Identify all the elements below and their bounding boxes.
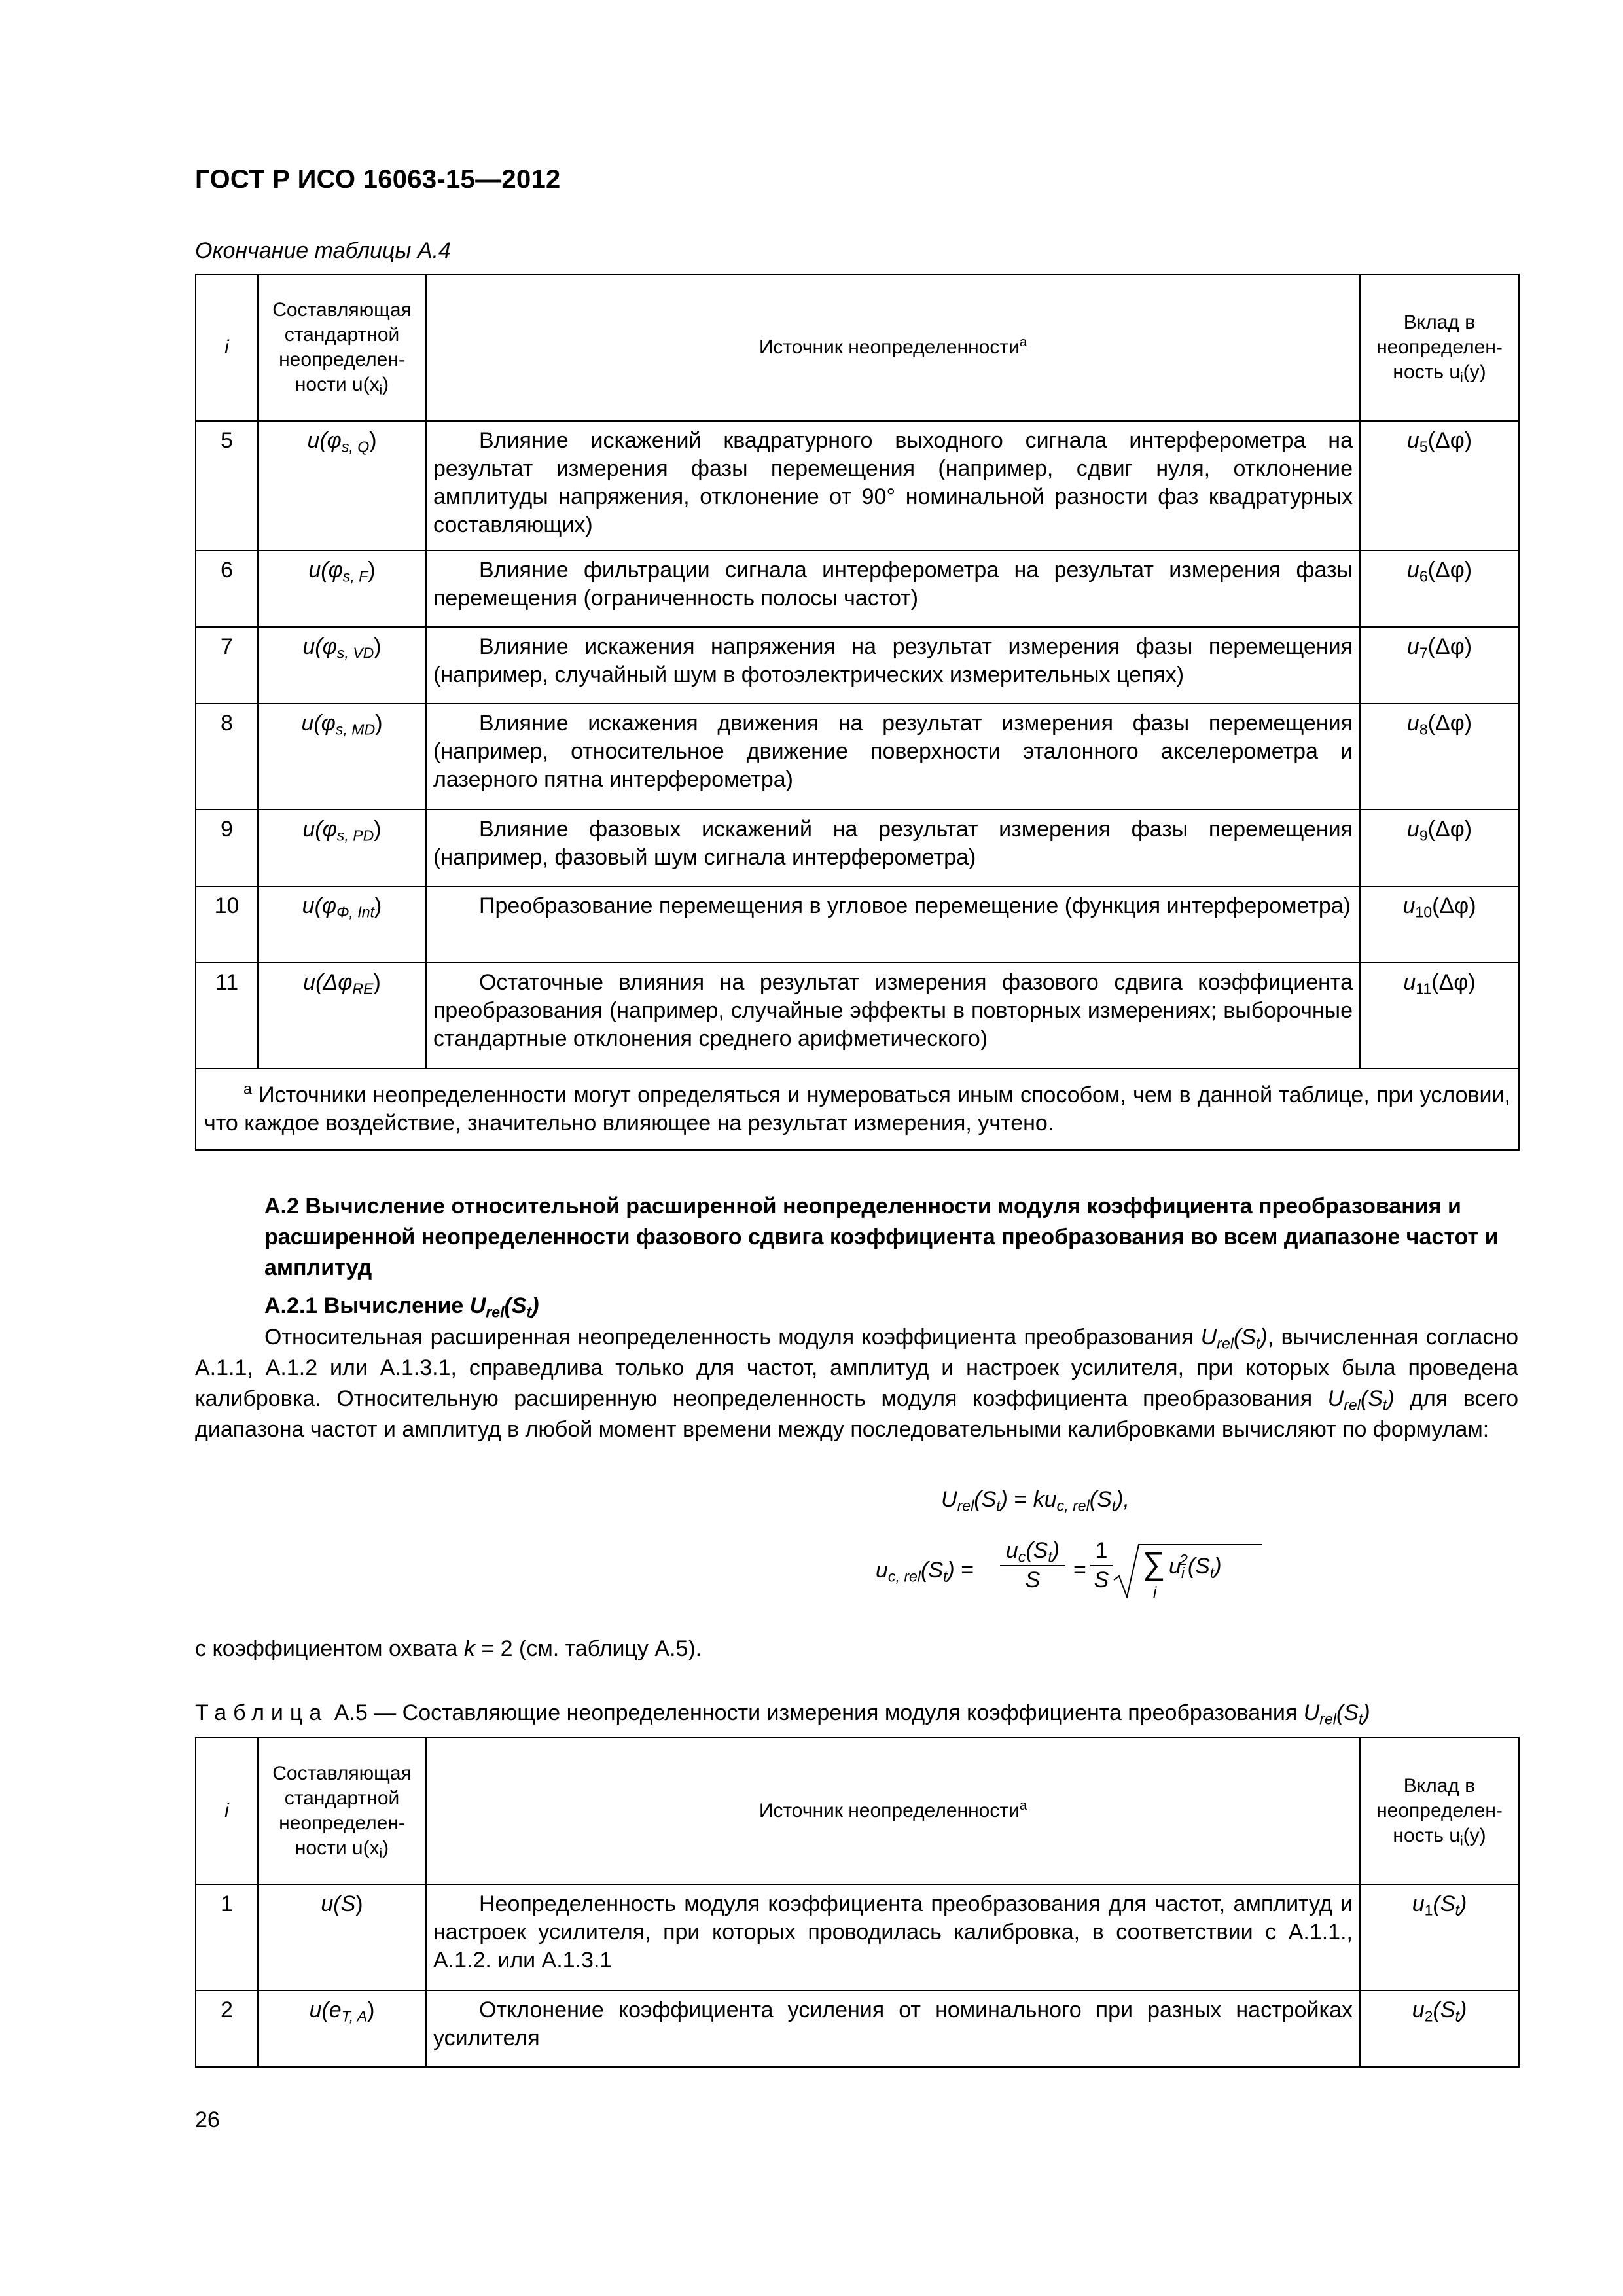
cell-index: 8 bbox=[196, 704, 258, 810]
cell-component: $u(\varphi_{s, MD})$ bbox=[258, 704, 426, 810]
table-a4-continuation-caption: Окончание таблицы А.4 bbox=[195, 238, 451, 263]
cell-index: 11 bbox=[196, 963, 258, 1069]
cell-source: Влияние искажения напряжения на результат измерения фазы перемещения (например, случайный шум в фотоэлектрических измерительных цепях) bbox=[426, 627, 1360, 704]
cell-index: 5 bbox=[196, 421, 258, 550]
table-a4-footnote-row bbox=[196, 1069, 1519, 1150]
col-header-component: Составляющая стандартной неопределен- ности $u(x_i)$ bbox=[258, 1738, 426, 1884]
col-header-contribution: Вклад в неопределен- ность $u_i(y)$ bbox=[1360, 274, 1519, 421]
table-a5 bbox=[195, 1737, 1520, 2068]
cell-contribution: $u_{10}(\Delta\varphi)$ bbox=[1360, 886, 1519, 963]
table-a4-footnote: $^a$ Источники неопределенности могут определяться и нумероваться иным способом, чем в данной таблице, при условии, что каждое воздействие, значительно влияющее на результат измерения, учтено. bbox=[196, 1069, 1519, 1150]
table-a5-caption: Таблица А.5 — Составляющие неопределенности измерения модуля коэффициента преобразования $U_{rel}(S_t)$ bbox=[195, 1700, 1370, 1728]
cell-contribution: $u_5(\Delta\varphi)$ bbox=[1360, 421, 1519, 550]
table-row bbox=[196, 421, 1519, 550]
page-number: 26 bbox=[195, 2108, 220, 2132]
cell-source: Остаточные влияния на результат измерения фазового сдвига коэффициента преобразования (например, случайные эффекты в повторных измерениях; выборочные стандартные отклонения среднего арифметического) bbox=[426, 963, 1360, 1069]
cell-component: $u(\Delta\varphi_{RE})$ bbox=[258, 963, 426, 1069]
cell-source: Неопределенность модуля коэффициента преобразования для частот, амплитуд и настроек усилителя, при которых проводилась калибровка, в соответствии с А.1.1., А.1.2. или А.1.3.1 bbox=[426, 1884, 1360, 1990]
col-header-i: i bbox=[196, 1738, 258, 1884]
cell-contribution: $u_1(S_t)$ bbox=[1360, 1884, 1519, 1990]
table-row bbox=[196, 810, 1519, 886]
cell-source: Влияние фазовых искажений на результат измерения фазы перемещения (например, фазовый шум сигнала интерферометра) bbox=[426, 810, 1360, 886]
cell-index: 6 bbox=[196, 550, 258, 627]
table-row bbox=[196, 704, 1519, 810]
cell-source: Преобразование перемещения в угловое перемещение (функция интерферометра) bbox=[426, 886, 1360, 963]
table-a5-body bbox=[196, 1884, 1519, 2067]
cell-source: Влияние фильтрации сигнала интерферометра на результат измерения фазы перемещения (ограниченность полосы частот) bbox=[426, 550, 1360, 627]
cell-contribution: $u_9(\Delta\varphi)$ bbox=[1360, 810, 1519, 886]
table-a4 bbox=[195, 274, 1520, 1151]
table-row bbox=[196, 1990, 1519, 2067]
cell-contribution: $u_7(\Delta\varphi)$ bbox=[1360, 627, 1519, 704]
section-a21-title: А.2.1 Вычисление $U_{rel}(S_t)$ bbox=[264, 1293, 539, 1321]
cell-contribution: $u_2(S_t)$ bbox=[1360, 1990, 1519, 2067]
cell-component: u(S) bbox=[258, 1884, 426, 1990]
cell-index: 7 bbox=[196, 627, 258, 704]
cell-source: Влияние искажения движения на результат измерения фазы перемещения (например, относительное движение поверхности эталонного акселерометра и лазерного пятна интерферометра) bbox=[426, 704, 1360, 810]
cell-index: 10 bbox=[196, 886, 258, 963]
col-header-component: Составляющая стандартной неопределен- ности $u(x_i)$ bbox=[258, 274, 426, 421]
cell-component: $u(\varphi_{s, Q})$ bbox=[258, 421, 426, 550]
cell-component: $u(\varphi_{s, VD})$ bbox=[258, 627, 426, 704]
cell-component: $u(e_{T, A})$ bbox=[258, 1990, 426, 2067]
cell-contribution: $u_{11}(\Delta\varphi)$ bbox=[1360, 963, 1519, 1069]
table-header-row bbox=[196, 1738, 1519, 1884]
table-row bbox=[196, 550, 1519, 627]
cell-contribution: $u_6(\Delta\varphi)$ bbox=[1360, 550, 1519, 627]
table-header-row bbox=[196, 274, 1519, 421]
cell-index: 2 bbox=[196, 1990, 258, 2067]
section-a21-paragraph: Относительная расширенная неопределенность модуля коэффициента преобразования $U_{rel}(S_t)$, вычисленная согласно А.1.1, А.1.2 или А.1.3.1, справедлива только для частот, амплитуд и настроек усилителя, при которых была проведена калибровка. Относительную расширенную неопределенность модуля коэффициента преобразования $U_{rel}(S_t)$ для всего диапазона частот и амплитуд в любой момент времени между последовательными калибровками вычисляют по формулам: bbox=[195, 1325, 1519, 1442]
table-row bbox=[196, 886, 1519, 963]
document-header: ГОСТ Р ИСО 16063-15—2012 bbox=[195, 165, 561, 194]
cell-component: $u(\varphi_{s, PD})$ bbox=[258, 810, 426, 886]
col-header-source: Источник неопределенности$^a$ bbox=[426, 274, 1360, 421]
col-header-i: i bbox=[196, 274, 258, 421]
col-header-source: Источник неопределенности$^a$ bbox=[426, 1738, 1360, 1884]
cell-index: 9 bbox=[196, 810, 258, 886]
cell-index: 1 bbox=[196, 1884, 258, 1990]
cell-component: $u(\varphi_{s, F})$ bbox=[258, 550, 426, 627]
formula-expanded-uncertainty: $U_{rel}(S_t) = ku_{c, rel}(S_t)$, bbox=[941, 1487, 1130, 1515]
table-row bbox=[196, 1884, 1519, 1990]
table-row bbox=[196, 627, 1519, 704]
section-a2-title: А.2 Вычисление относительной расширенной неопределенности модуля коэффициента преобразования и расширенной неопределенности фазового сдвига коэффициента преобразования во всем диапазоне частот и амплитуд bbox=[264, 1194, 1499, 1280]
cell-component: $u(\varphi_{\Phi, Int})$ bbox=[258, 886, 426, 963]
col-header-contribution: Вклад в неопределен- ность $u_i(y)$ bbox=[1360, 1738, 1519, 1884]
coverage-factor-text: с коэффициентом охвата k = 2 (см. таблицу А.5). bbox=[195, 1636, 702, 1661]
cell-source: Отклонение коэффициента усиления от номинального при разных настройках усилителя bbox=[426, 1990, 1360, 2067]
cell-contribution: $u_8(\Delta\varphi)$ bbox=[1360, 704, 1519, 810]
table-row bbox=[196, 963, 1519, 1069]
cell-source: Влияние искажений квадратурного выходного сигнала интерферометра на результат измерения фазы перемещения (например, сдвиг нуля, отклонение амплитуды напряжения, отклонение от 90° номинальной разности фаз квадратурных составляющих) bbox=[426, 421, 1360, 550]
table-a4-body bbox=[196, 421, 1519, 1069]
